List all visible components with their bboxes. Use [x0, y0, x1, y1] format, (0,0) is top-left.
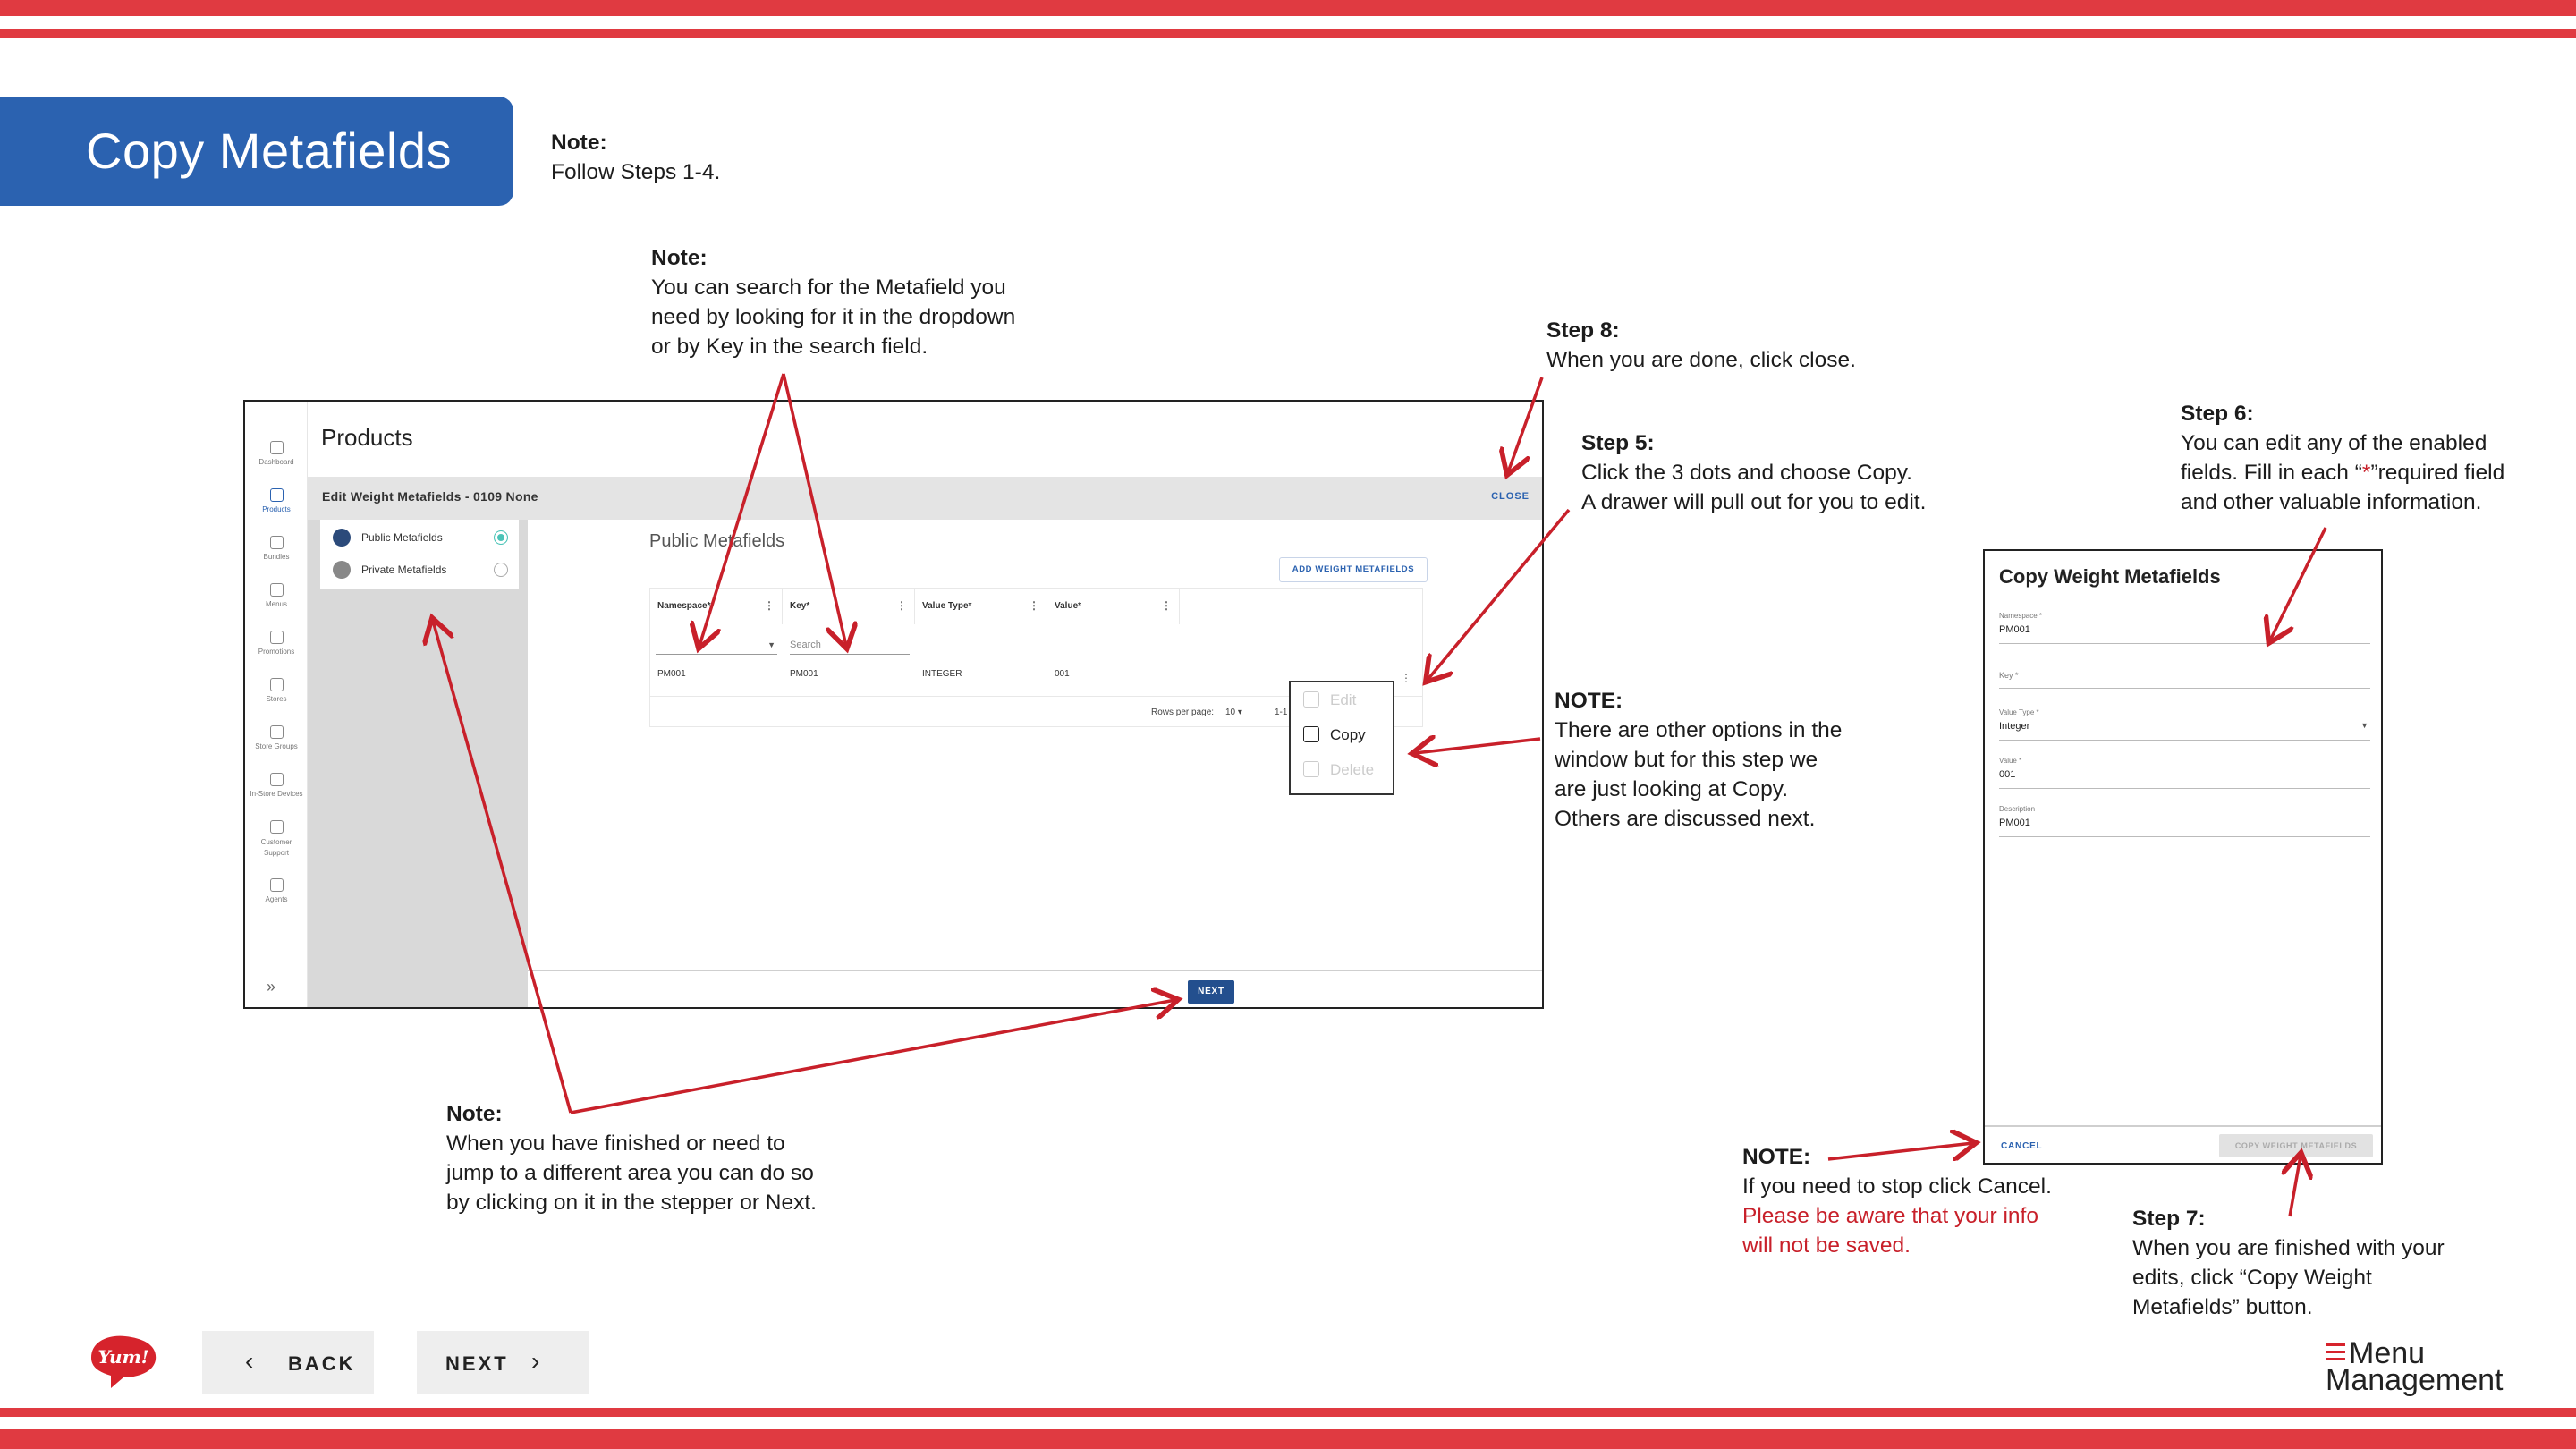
- store-icon: [270, 678, 284, 691]
- note-step-6: Step 6: You can edit any of the enabled fields. Fill in each “*”required field and other valuable information.: [2181, 402, 2505, 514]
- home-icon: [270, 441, 284, 454]
- edit-icon: [1303, 691, 1319, 708]
- nav-rail: [245, 402, 308, 1007]
- tag-icon: [270, 631, 284, 644]
- rail-in-store-devices[interactable]: In-Store Devices: [245, 773, 308, 798]
- column-menu-icon[interactable]: ⋮: [1029, 599, 1039, 612]
- copy-weight-metafields-button[interactable]: COPY WEIGHT METAFIELDS: [2219, 1134, 2373, 1157]
- note-step-7: Step 7: When you are finished with your edits, click “Copy Weight Metafields” button.: [2132, 1207, 2445, 1319]
- box-icon: [270, 488, 284, 502]
- bottom-stripe: [0, 1429, 2576, 1449]
- rail-stores[interactable]: Stores: [245, 678, 308, 703]
- rail-agents[interactable]: Agents: [245, 878, 308, 903]
- top-stripe-thin: [0, 29, 2576, 38]
- edit-bar-title: Edit Weight Metafields - 0109 None: [322, 489, 538, 504]
- support-icon: [270, 820, 284, 834]
- dropdown-caret-icon: ▼: [2360, 721, 2368, 730]
- description-field[interactable]: Description PM001: [1999, 805, 2370, 837]
- note-follow-steps: Note: Follow Steps 1-4.: [551, 131, 721, 184]
- column-menu-icon[interactable]: ⋮: [764, 599, 775, 612]
- namespace-filter[interactable]: [650, 628, 783, 660]
- bottom-stripe-thin: [0, 1408, 2576, 1417]
- document-icon: [270, 583, 284, 597]
- row-actions-menu: [1289, 681, 1394, 795]
- arrow-to-next: [571, 1000, 1175, 1113]
- cell-value-type: INTEGER: [922, 669, 962, 679]
- stepper-panel: [308, 520, 528, 1007]
- yum-logo-text: Yum!: [97, 1346, 149, 1368]
- rail-menus[interactable]: Menus: [245, 583, 308, 608]
- private-metafields-icon: [333, 561, 351, 579]
- key-filter[interactable]: [783, 628, 915, 660]
- key-field[interactable]: Key *: [1999, 657, 2370, 689]
- column-menu-icon[interactable]: ⋮: [896, 599, 907, 612]
- slide-title: Copy Metafields: [86, 123, 453, 179]
- menu-management-logo-icon: [2326, 1343, 2345, 1361]
- cancel-button[interactable]: CANCEL: [2001, 1141, 2043, 1151]
- copy-drawer: [1983, 549, 2383, 1165]
- menu-item-edit: Edit: [1303, 691, 1356, 709]
- column-header-namespace[interactable]: Namespace* ⋮: [650, 589, 783, 624]
- value-type-select[interactable]: Value Type * Integer ▼: [1999, 708, 2370, 741]
- row-actions-dots-icon[interactable]: ⋮: [1401, 672, 1411, 684]
- slide-title-tab: [0, 97, 513, 206]
- namespace-dropdown[interactable]: [656, 637, 777, 655]
- note-stepper: Note: When you have finished or need to jump to a different area you can do so by clicking on it in the stepper or Next.: [446, 1102, 817, 1215]
- key-search-input[interactable]: Search: [790, 637, 910, 655]
- yum-logo: [84, 1331, 163, 1390]
- rail-customer-support[interactable]: Customer Support: [245, 820, 308, 859]
- cell-value: 001: [1055, 669, 1070, 679]
- menu-item-delete: Delete: [1303, 761, 1374, 779]
- next-slide-button[interactable]: NEXT ›: [417, 1331, 589, 1394]
- people-icon: [270, 878, 284, 892]
- column-header-key[interactable]: Key* ⋮: [783, 589, 915, 624]
- cell-key: PM001: [790, 669, 818, 679]
- top-stripe: [0, 0, 2576, 16]
- note-search: Note: You can search for the Metafield you need by looking for it in the dropdown or by Key in the search field.: [651, 246, 1016, 359]
- copy-icon: [1303, 726, 1319, 742]
- rail-products[interactable]: Products: [245, 488, 308, 513]
- column-menu-icon[interactable]: ⋮: [1161, 599, 1172, 612]
- next-button[interactable]: NEXT: [1188, 980, 1234, 1004]
- products-screenshot: [243, 400, 1544, 1009]
- menu-management-logo-line2: Management: [2326, 1363, 2504, 1397]
- trash-icon: [1303, 761, 1319, 777]
- grid-icon: [270, 725, 284, 739]
- monitor-icon: [270, 773, 284, 786]
- menu-item-copy[interactable]: Copy: [1303, 726, 1366, 744]
- note-step-8: Step 8: When you are done, click close.: [1546, 318, 1856, 372]
- stepper: [320, 520, 519, 589]
- note-other-options: NOTE: There are other options in the window but for this step we are just looking at Copy. Others are discussed next.: [1555, 689, 1843, 831]
- chevron-left-icon: ‹: [245, 1347, 257, 1375]
- expand-chevron-icon[interactable]: »: [267, 978, 276, 996]
- note-cancel: NOTE: If you need to stop click Cancel. Please be aware that your info will not be saved.: [1742, 1145, 2052, 1258]
- step-active-indicator: [494, 530, 508, 545]
- namespace-field[interactable]: Namespace * PM001: [1999, 612, 2370, 644]
- add-weight-metafields-button[interactable]: ADD WEIGHT METAFIELDS: [1279, 557, 1428, 582]
- value-field[interactable]: Value * 001: [1999, 757, 2370, 789]
- rail-store-groups[interactable]: Store Groups: [245, 725, 308, 750]
- rail-bundles[interactable]: Bundles: [245, 536, 308, 561]
- stepper-item-public[interactable]: Public Metafields: [329, 523, 508, 552]
- edit-bar: [308, 477, 1544, 520]
- menu-management-logo-line1: Menu: [2349, 1336, 2426, 1370]
- step-indicator: [494, 563, 508, 577]
- drawer-title: Copy Weight Metafields: [1999, 565, 2221, 588]
- note-step-5: Step 5: Click the 3 dots and choose Copy. A drawer will pull out for you to edit.: [1581, 431, 1927, 514]
- cube-icon: [270, 536, 284, 549]
- rail-dashboard[interactable]: Dashboard: [245, 441, 308, 466]
- rail-promotions[interactable]: Promotions: [245, 631, 308, 656]
- stepper-item-private[interactable]: Private Metafields: [329, 555, 508, 584]
- page-title: Products: [321, 424, 413, 451]
- dropdown-caret-icon: ▼: [767, 640, 775, 649]
- drawer-footer: [1985, 1125, 2381, 1163]
- cell-namespace: PM001: [657, 669, 686, 679]
- column-header-value[interactable]: Value* ⋮: [1047, 589, 1180, 624]
- back-button[interactable]: ‹ BACK: [202, 1331, 374, 1394]
- table-pagination: Rows per page: 10 ▾ 1-1: [650, 696, 1422, 728]
- public-metafields-icon: [333, 529, 351, 547]
- chevron-right-icon: ›: [531, 1347, 543, 1375]
- rows-per-page-select[interactable]: 10 ▾: [1225, 708, 1242, 717]
- close-button[interactable]: CLOSE: [1491, 491, 1530, 502]
- footer-bar: [528, 970, 1544, 1007]
- section-title: Public Metafields: [649, 531, 785, 551]
- column-header-value-type[interactable]: Value Type* ⋮: [915, 589, 1047, 624]
